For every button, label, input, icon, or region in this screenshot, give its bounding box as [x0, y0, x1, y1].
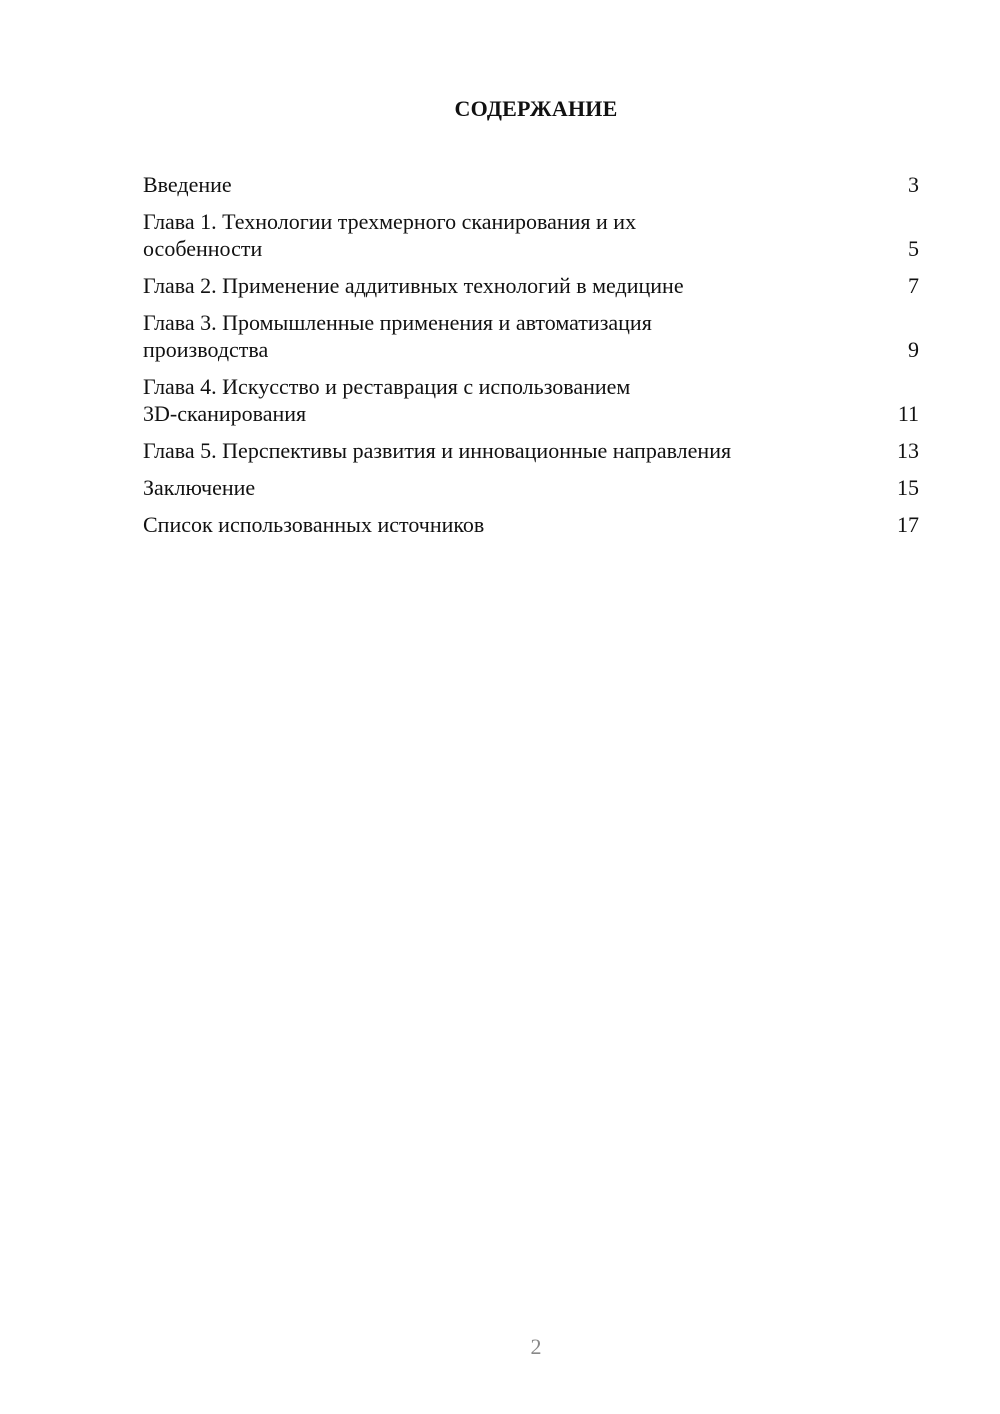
toc-item-line: Заключение: [143, 475, 256, 500]
toc-item-text: [143, 309, 652, 363]
toc-item-page: 3: [908, 172, 919, 197]
toc-item-text: [143, 373, 630, 427]
toc-item-text: [143, 171, 232, 198]
toc-item-page: 13: [897, 438, 919, 463]
toc-item-text: [143, 208, 636, 262]
toc-item-line: Глава 4. Искусство и реставрация с использованием: [143, 374, 631, 399]
page-title: СОДЕРЖАНИЕ: [454, 96, 618, 121]
toc-item-line: Глава 5. Перспективы развития и инновационные направления: [143, 438, 732, 463]
toc-item-page: 11: [897, 401, 919, 426]
toc-item-line: 3D-сканирования: [143, 401, 307, 426]
toc-item-chapter-3: [143, 309, 919, 363]
toc-item-text: [143, 474, 255, 501]
toc-item-page: 9: [908, 337, 919, 362]
table-of-contents: [143, 171, 919, 548]
toc-item-chapter-2: [143, 272, 919, 299]
toc-item-page: 7: [908, 273, 919, 298]
toc-item-chapter-5: [143, 437, 919, 464]
toc-item-page: 15: [897, 475, 919, 500]
toc-item-chapter-4: [143, 373, 919, 427]
toc-item-line: Глава 1. Технологии трехмерного сканирования и их: [143, 209, 637, 234]
toc-item-line: Введение: [143, 172, 232, 197]
toc-item-line: Список использованных источников: [143, 512, 485, 537]
toc-item-text: [143, 437, 731, 464]
toc-item-introduction: [143, 171, 919, 198]
toc-item-conclusion: [143, 474, 919, 501]
toc-item-text: [143, 511, 484, 538]
toc-item-references: [143, 511, 919, 538]
toc-item-page: 17: [897, 512, 919, 537]
toc-item-line: особенности: [143, 236, 263, 261]
toc-item-text: [143, 272, 684, 299]
toc-item-line: Глава 3. Промышленные применения и автоматизация: [143, 310, 652, 335]
page-number: 2: [530, 1334, 542, 1359]
toc-item-line: производства: [143, 337, 269, 362]
toc-item-line: Глава 2. Применение аддитивных технологий в медицине: [143, 273, 684, 298]
toc-item-chapter-1: [143, 208, 919, 262]
toc-item-page: 5: [908, 236, 919, 261]
